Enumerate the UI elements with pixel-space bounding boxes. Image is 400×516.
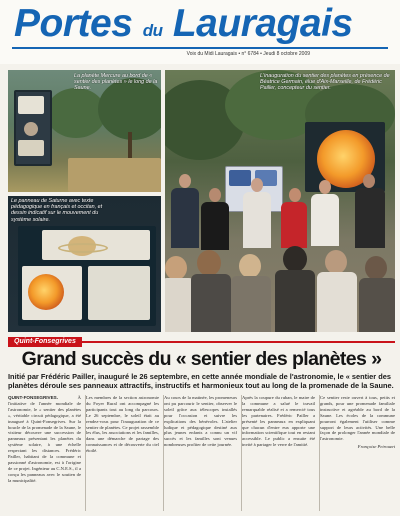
masthead-rule [12,47,388,49]
article-headline: Grand succès du « sentier des planètes » [21,348,382,370]
column-text: Après la coupure du ruban, le maire de la commune a salué le travail remarquable réalisé et a remercié tous les partenaires. Frédéric Pailler a présenté les panneaux en expliquant que chacun d'entre eux apporte une information scientifique tout en restant accessible. Le public a ensuite été invité à partager le verre de l'amitié. [242,395,315,448]
article-body [8,395,395,511]
article-column-3 [164,395,237,511]
title-part-1: Portes [14,2,133,45]
photo-caption-saturn: Le panneau de Saturne avec texte pédagogique en français et occitan, et dessin indicatif sur le mouvement du système solaire. [11,198,103,223]
article-column-2 [86,395,159,511]
photo-inauguration [165,70,395,332]
article-column-5 [320,395,395,511]
column-text: À l'initiative de l'année mondiale de l'astronomie, le « sentier des planètes », véritable circuit pédagogique, a été inauguré à Quint-Fonsegrives. Sur la boucle de la promenade de la Saune, le visiteur découvre une succession de panneaux présentant les planètes du système solaire, à une échelle respectant les distances. Frédéric Pailler, habitant de la commune et passionné d'astronomie, est à l'origine de ce projet. Ingénieur au C.N.E.S., il a conçu les panneaux avec le soutien de la municipalité. [8,395,81,483]
kicker-label: Quint-Fonsegrives [8,337,82,347]
photo-mercury-panel [8,70,161,192]
column-text: Au cours de la matinée, les promeneurs ont pu parcourir le sentier, observer le soleil grâce aux télescopes installés pour l'occasion et suivre les explications des bénévoles. L'atelier ludique et pédagogique destiné aux plus jeunes enfants a connu un vif succès et les familles sont venues nombreuses profiter de cette journée. [164,395,237,448]
photo-saturn-panel [8,196,161,332]
author-signature: Françoise Peirouzet [357,444,395,450]
photo-caption-mercury: La planète Mercure au bord de « sentier des planètes » le long de la Saune. [74,73,158,92]
article-column-4 [242,395,315,511]
masthead [0,0,400,64]
column-text: Ce sentier reste ouvert à tous, petits et grands, pour une promenade familiale instructive et agréable au bord de la Saune. Les écoles de la commune pourront également l'utiliser comme support de leurs activités. Une belle façon de prolonger l'année mondiale de l'astronomie. [320,395,395,442]
photo-caption-inauguration: L'inauguration du sentier des planètes en présence de Béatrice Germain, élue d'Aix-Marseille, de Frédéric Pailler, concepteur du sentier. [260,73,390,92]
section-kicker [8,337,395,347]
article-standfirst: Initié par Frédéric Pailler, inauguré le 26 septembre, en cette année mondiale de l'astronomie, le « sentier des planètes déroule ses panneaux attractifs, instructifs et harmonieux tout au long de la promenade de la Saune. [8,372,394,390]
newspaper-title [14,2,353,46]
title-du: du [142,21,163,40]
title-part-2: Lauragais [172,2,353,45]
column-text: Les membres de la section astronomie du Foyer Rural ont accompagné les participants tout au long du parcours. Le 26 septembre, le soleil était au rendez-vous pour l'inauguration de ce sentier de planètes. Ce projet rassemble les élus, les associations et les familles, dans une démarche de partage des connaissances et de découverte du ciel étoilé. [86,395,159,454]
dateline: QUINT-FONSEGRIVES. [8,395,59,400]
article-column-1 [8,395,81,511]
issue-info: Voix du Midi Lauragais • n° 6784 • Jeudi 8 octobre 2009 [186,51,310,57]
kicker-rule [68,341,395,343]
